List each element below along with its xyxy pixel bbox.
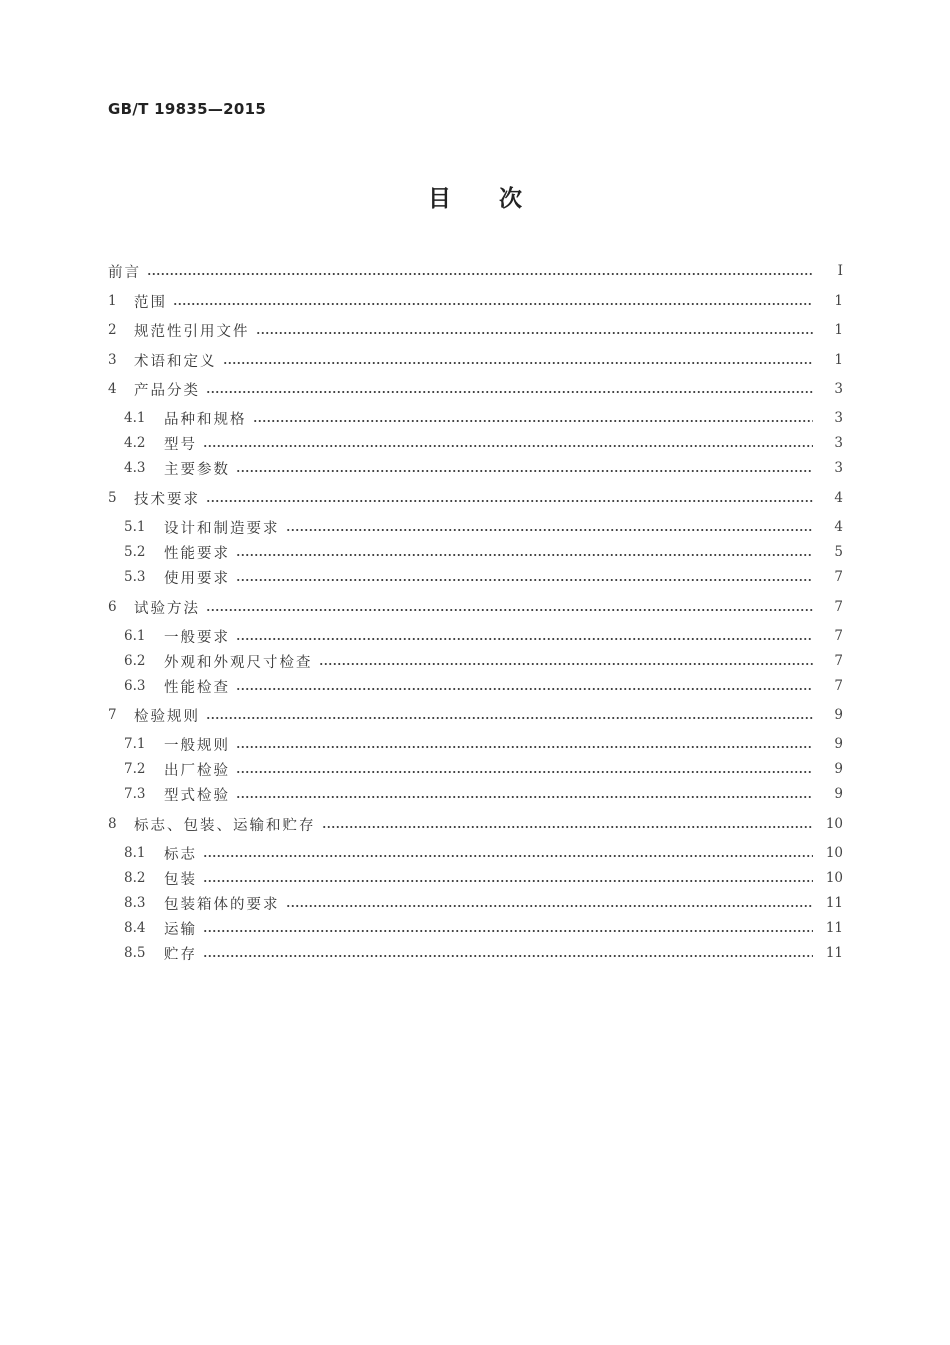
toc-section-number: 5.3 bbox=[124, 569, 146, 585]
dot-leader bbox=[203, 942, 813, 964]
toc-section-number: 8.4 bbox=[124, 920, 146, 936]
toc-entry-4-1[interactable] bbox=[124, 407, 843, 429]
toc-section-number: 7.2 bbox=[124, 761, 146, 777]
toc-entry-5-1[interactable] bbox=[124, 516, 843, 538]
toc-section-number: 8 bbox=[108, 816, 117, 832]
toc-entry-8[interactable] bbox=[108, 813, 843, 835]
toc-section-number: 8.1 bbox=[124, 845, 146, 861]
toc-label: 规范性引用文件 bbox=[134, 323, 250, 340]
dot-leader bbox=[256, 319, 814, 341]
title-char-2: 次 bbox=[499, 186, 522, 212]
toc-page-number: 9 bbox=[834, 736, 843, 752]
dot-leader bbox=[286, 892, 814, 914]
dot-leader bbox=[253, 407, 814, 429]
toc-page-number: 7 bbox=[834, 678, 843, 694]
toc-entry-7-1[interactable] bbox=[124, 733, 843, 755]
toc-page-number: 10 bbox=[825, 870, 843, 886]
toc-label: 主要参数 bbox=[164, 461, 230, 478]
toc-section-number: 8.2 bbox=[124, 870, 146, 886]
toc-entry-6[interactable] bbox=[108, 596, 843, 618]
toc-section-number: 4.2 bbox=[124, 435, 146, 451]
toc-label: 贮存 bbox=[164, 946, 197, 963]
toc-label: 试验方法 bbox=[134, 600, 200, 617]
toc-entry-6-3[interactable] bbox=[124, 675, 843, 697]
toc-label: 范围 bbox=[134, 294, 167, 311]
toc-label: 外观和外观尺寸检查 bbox=[164, 654, 313, 671]
dot-leader bbox=[236, 675, 813, 697]
toc-label: 性能检查 bbox=[164, 679, 230, 696]
toc-label: 使用要求 bbox=[164, 570, 230, 587]
toc-label: 品种和规格 bbox=[164, 411, 247, 428]
toc-page-number: 5 bbox=[834, 544, 843, 560]
toc-section-number: 6.3 bbox=[124, 678, 146, 694]
dot-leader bbox=[236, 625, 813, 647]
toc-page-number: 11 bbox=[825, 945, 843, 961]
toc-label: 标志 bbox=[164, 846, 197, 863]
toc-entry-8-1[interactable] bbox=[124, 842, 843, 864]
toc-page-number: 9 bbox=[834, 786, 843, 802]
dot-leader bbox=[203, 432, 813, 454]
toc-page-number: 9 bbox=[834, 707, 843, 723]
toc-section-number: 3 bbox=[108, 352, 117, 368]
toc-section-number: 8.3 bbox=[124, 895, 146, 911]
toc-entry-1[interactable] bbox=[108, 290, 843, 312]
toc-label: 技术要求 bbox=[134, 491, 200, 508]
toc-section-number: 2 bbox=[108, 322, 117, 338]
toc-entry-6-1[interactable] bbox=[124, 625, 843, 647]
toc-section-number: 4.3 bbox=[124, 460, 146, 476]
dot-leader bbox=[206, 704, 813, 726]
toc-entry-8-4[interactable] bbox=[124, 917, 843, 939]
toc-page-number: 11 bbox=[825, 920, 843, 936]
toc-section-number: 4 bbox=[108, 381, 117, 397]
toc-section-number: 6.2 bbox=[124, 653, 146, 669]
toc-entry-3[interactable] bbox=[108, 349, 843, 371]
toc-entry-5-2[interactable] bbox=[124, 541, 843, 563]
toc-label: 一般要求 bbox=[164, 629, 230, 646]
toc-entry-7-2[interactable] bbox=[124, 758, 843, 780]
toc-entry-5-3[interactable] bbox=[124, 566, 843, 588]
toc-section-number: 5.2 bbox=[124, 544, 146, 560]
toc-page-number: 4 bbox=[834, 490, 843, 506]
toc-section-number: 5.1 bbox=[124, 519, 146, 535]
toc-section-number: 7.3 bbox=[124, 786, 146, 802]
dot-leader bbox=[203, 917, 813, 939]
toc-entry-8-3[interactable] bbox=[124, 892, 843, 914]
toc-entry-5[interactable] bbox=[108, 487, 843, 509]
toc-label: 包装 bbox=[164, 871, 197, 888]
dot-leader bbox=[147, 260, 813, 282]
toc-label: 包装箱体的要求 bbox=[164, 896, 280, 913]
dot-leader bbox=[236, 758, 813, 780]
toc-section-number: 4.1 bbox=[124, 410, 146, 426]
toc-label: 标志、包装、运输和贮存 bbox=[134, 817, 316, 834]
toc-entry-foreword[interactable] bbox=[108, 260, 843, 282]
toc-label: 术语和定义 bbox=[134, 353, 217, 370]
standard-code: GB/T 19835—2015 bbox=[108, 100, 267, 118]
dot-leader bbox=[236, 457, 813, 479]
toc-entry-2[interactable] bbox=[108, 319, 843, 341]
dot-leader bbox=[322, 813, 814, 835]
toc-page-number: 9 bbox=[834, 761, 843, 777]
dot-leader bbox=[236, 783, 813, 805]
toc-entry-4-3[interactable] bbox=[124, 457, 843, 479]
dot-leader bbox=[286, 516, 814, 538]
dot-leader bbox=[173, 290, 813, 312]
toc-page-number: 1 bbox=[834, 293, 843, 309]
dot-leader bbox=[206, 487, 813, 509]
toc-section-number: 6 bbox=[108, 599, 117, 615]
toc-entry-8-5[interactable] bbox=[124, 942, 843, 964]
toc-page-number: 1 bbox=[834, 352, 843, 368]
toc-page-number: 3 bbox=[834, 435, 843, 451]
toc-label: 出厂检验 bbox=[164, 762, 230, 779]
toc-page-number: 3 bbox=[834, 410, 843, 426]
toc-section-number: 5 bbox=[108, 490, 117, 506]
toc-section-number: 8.5 bbox=[124, 945, 146, 961]
dot-leader bbox=[206, 378, 813, 400]
toc-entry-4-2[interactable] bbox=[124, 432, 843, 454]
toc-page-number: 7 bbox=[834, 599, 843, 615]
dot-leader bbox=[203, 867, 813, 889]
toc-page-number: 4 bbox=[834, 519, 843, 535]
toc-label: 型号 bbox=[164, 436, 197, 453]
toc-label: 性能要求 bbox=[164, 545, 230, 562]
toc-section-number: 7 bbox=[108, 707, 117, 723]
toc-label: 型式检验 bbox=[164, 787, 230, 804]
toc-entry-7-3[interactable] bbox=[124, 783, 843, 805]
toc-label: 运输 bbox=[164, 921, 197, 938]
toc-label: 前言 bbox=[108, 264, 141, 281]
toc-label: 一般规则 bbox=[164, 737, 230, 754]
toc-page-number: 7 bbox=[834, 569, 843, 585]
dot-leader bbox=[236, 541, 813, 563]
toc-page-number: 10 bbox=[825, 816, 843, 832]
toc-label: 检验规则 bbox=[134, 708, 200, 725]
toc-page-number: 10 bbox=[825, 845, 843, 861]
toc-section-number: 6.1 bbox=[124, 628, 146, 644]
toc-page-number: 7 bbox=[834, 653, 843, 669]
toc-label: 设计和制造要求 bbox=[164, 520, 280, 537]
dot-leader bbox=[223, 349, 814, 371]
toc-section-number: 7.1 bbox=[124, 736, 146, 752]
dot-leader bbox=[203, 842, 813, 864]
toc-page-number: 7 bbox=[834, 628, 843, 644]
toc-page-number: 11 bbox=[825, 895, 843, 911]
toc-entry-7[interactable] bbox=[108, 704, 843, 726]
toc-label: 产品分类 bbox=[134, 382, 200, 399]
title-char-1: 目 bbox=[428, 186, 451, 212]
dot-leader bbox=[236, 566, 813, 588]
toc-page-number: 3 bbox=[834, 381, 843, 397]
dot-leader bbox=[206, 596, 813, 618]
toc-page-number: Ⅰ bbox=[837, 263, 843, 279]
dot-leader bbox=[236, 733, 813, 755]
toc-entry-6-2[interactable] bbox=[124, 650, 843, 672]
toc-page-number: 3 bbox=[834, 460, 843, 476]
toc-section-number: 1 bbox=[108, 293, 117, 309]
toc-page-number: 1 bbox=[834, 322, 843, 338]
dot-leader bbox=[319, 650, 814, 672]
toc-entry-4[interactable] bbox=[108, 378, 843, 400]
toc-entry-8-2[interactable] bbox=[124, 867, 843, 889]
